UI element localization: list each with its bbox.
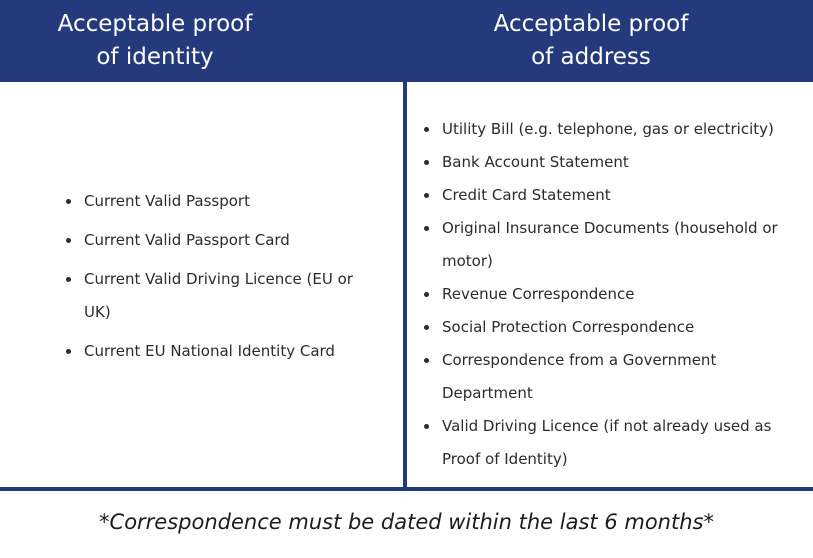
address-item: Social Protection Correspondence [424, 311, 794, 344]
identity-item: Current EU National Identity Card [66, 335, 356, 368]
address-item: Valid Driving Licence (if not already used as Proof of Identity) [424, 410, 794, 476]
identity-item: Current Valid Passport Card [66, 224, 356, 257]
identity-item: Current Valid Passport [66, 185, 356, 218]
identity-item: Current Valid Driving Licence (EU or UK) [66, 263, 356, 329]
identity-column-title: Acceptable proof of identity [57, 11, 253, 70]
footnote: *Correspondence must be dated within the last 6 months* [99, 510, 714, 534]
address-item: Credit Card Statement [424, 179, 794, 212]
identity-list [66, 185, 356, 374]
address-column-title: Acceptable proof of address [493, 11, 689, 70]
footer-divider [0, 487, 813, 491]
address-item: Revenue Correspondence [424, 278, 794, 311]
header-bar [0, 0, 813, 82]
address-item: Original Insurance Documents (household or motor) [424, 212, 794, 278]
address-item: Bank Account Statement [424, 146, 794, 179]
address-list [424, 113, 794, 476]
address-item: Utility Bill (e.g. telephone, gas or electricity) [424, 113, 794, 146]
column-divider [403, 82, 407, 488]
address-item: Correspondence from a Government Department [424, 344, 794, 410]
